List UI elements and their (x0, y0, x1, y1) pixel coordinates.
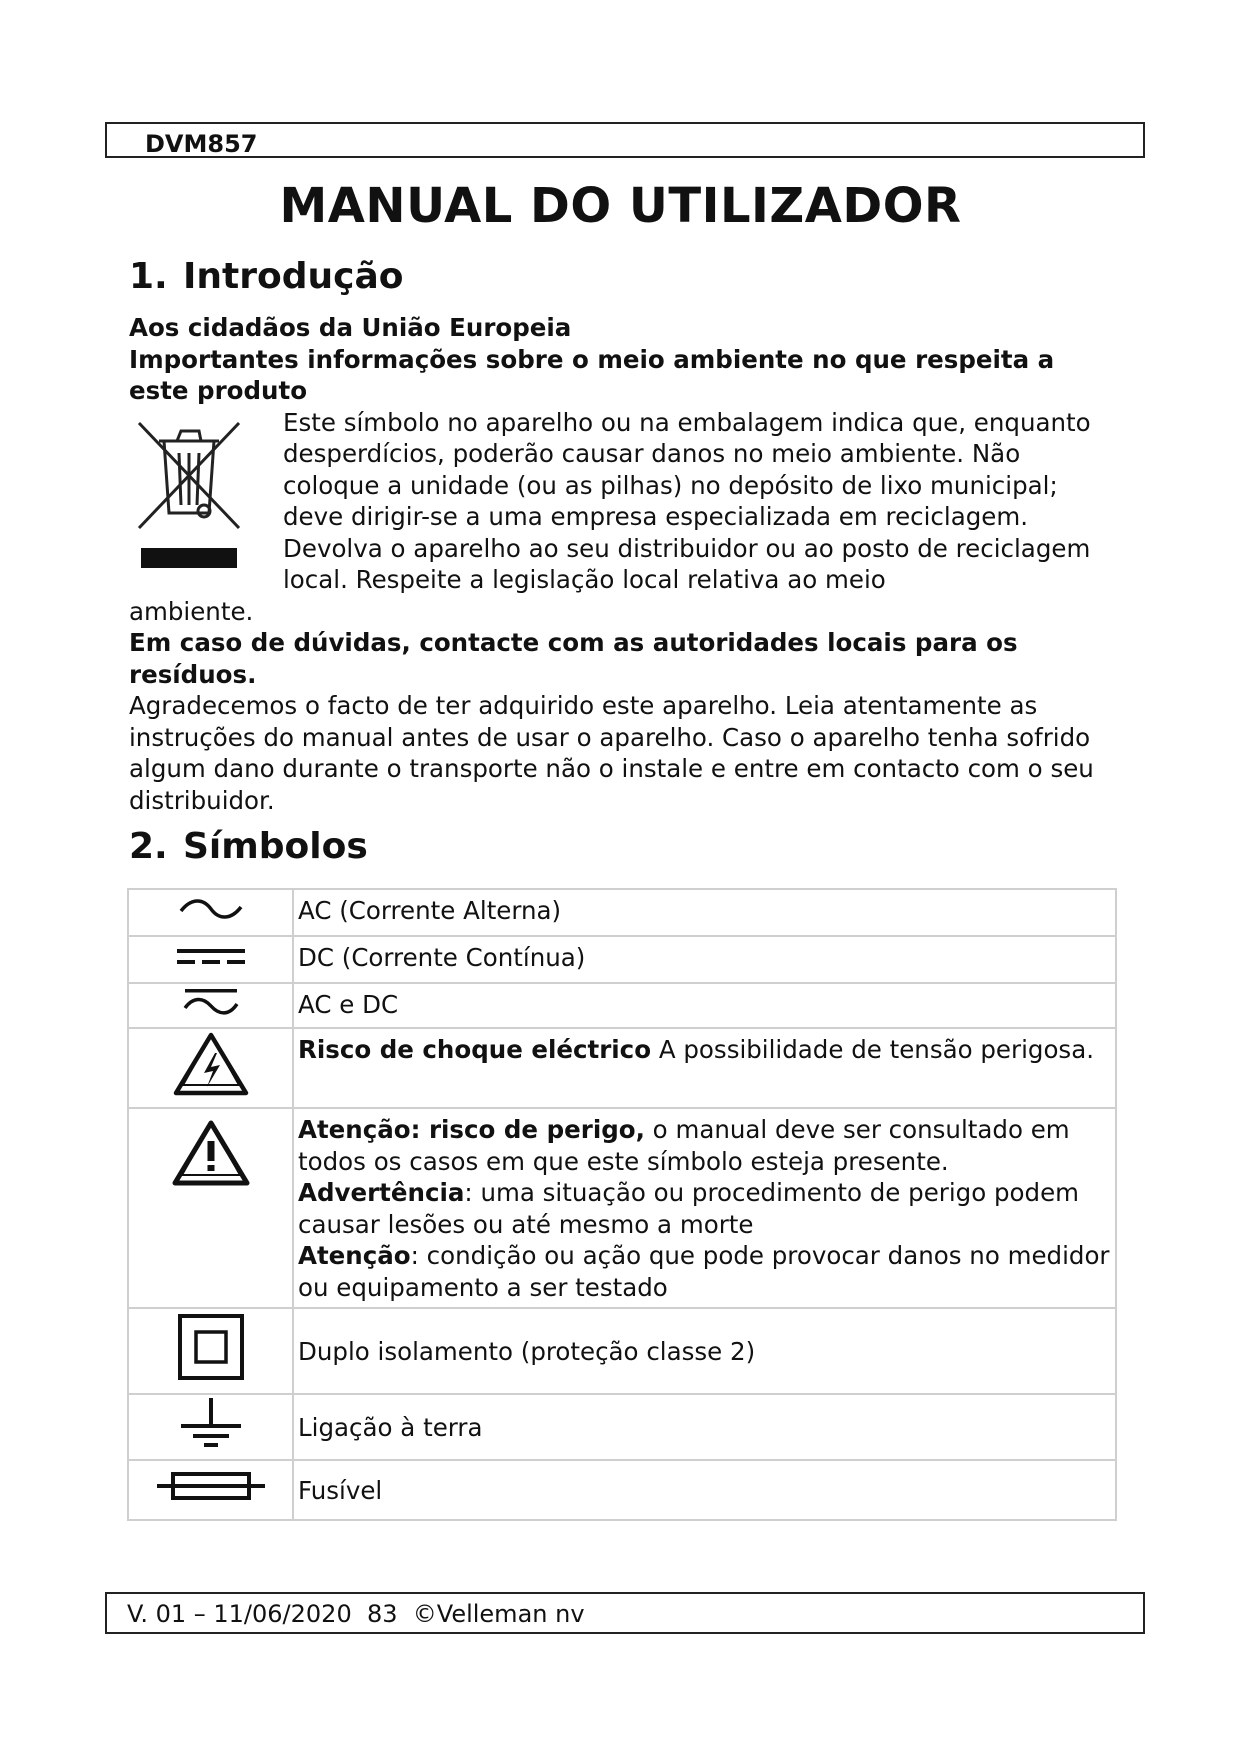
eu-title: Aos cidadãos da União Europeia (129, 313, 572, 342)
weee-text-end: ambiente. (129, 596, 254, 626)
doubts-note: Em caso de dúvidas, contacte com as autoridades locais para os resíduos. (129, 628, 1018, 689)
footer-text: V. 01 – 11/06/2020 83 ©Velleman nv (127, 1600, 585, 1628)
ac-icon (128, 889, 293, 936)
table-row (128, 983, 1116, 1028)
symbol-description: Duplo isolamento (proteção classe 2) (293, 1308, 1116, 1394)
weee-bin-icon (129, 407, 283, 596)
section-1-number: 1. (129, 256, 168, 297)
thanks-text: Agradecemos o facto de ter adquirido este aparelho. Leia atentamente as instruções do manual antes de usar o aparelho. Caso o aparelho tenha sofrido algum dano durante o transporte não o instale e entre em contacto com o seu distribuidor. (129, 691, 1094, 815)
table-row (128, 1028, 1116, 1108)
page-title: MANUAL DO UTILIZADOR (279, 178, 962, 234)
table-row (128, 1108, 1116, 1308)
dc-icon (128, 936, 293, 983)
section-1-heading (129, 256, 403, 297)
footer-box (105, 1592, 1145, 1634)
section-1-title: Introdução (183, 256, 404, 297)
symbol-bold-label: Risco de choque eléctrico (298, 1035, 652, 1064)
ac-dc-icon (128, 983, 293, 1028)
table-row (128, 936, 1116, 983)
ground-icon (128, 1394, 293, 1460)
symbol-description: AC e DC (293, 983, 1116, 1028)
env-title: Importantes informações sobre o meio ambiente no que respeita a este produto (129, 344, 1055, 405)
model-name: DVM857 (145, 130, 258, 158)
symbols-table (127, 888, 1117, 1521)
section-2-title: Símbolos (183, 826, 368, 867)
section-2-heading (129, 826, 368, 867)
double-insulation-icon (128, 1308, 293, 1394)
weee-text: Este símbolo no aparelho ou na embalagem indica que, enquanto desperdícios, poderão causar danos no meio ambiente. Não coloque a unidade (ou as pilhas) no depósito de lixo municipal; deve dirigir-se a uma empresa especializada em reciclagem. Devolva o aparelho ao seu distribuidor ou ao posto de reciclagem local. Respeite a legislação local relativa ao meio (283, 407, 1091, 594)
shock-warning-icon (128, 1028, 293, 1108)
section-2-number: 2. (129, 826, 168, 867)
symbol-description: DC (Corrente Contínua) (293, 936, 1116, 983)
weee-block (129, 407, 1109, 596)
header-box (105, 122, 1145, 158)
caution-icon (128, 1108, 293, 1308)
symbol-description: Ligação à terra (293, 1394, 1116, 1460)
table-row (128, 1460, 1116, 1520)
intro-text (129, 312, 1109, 816)
fuse-icon (128, 1460, 293, 1520)
table-row (128, 1308, 1116, 1394)
table-row (128, 1394, 1116, 1460)
table-row (128, 889, 1116, 936)
symbol-description: Risco de choque eléctrico A possibilidade de tensão perigosa. (293, 1028, 1116, 1108)
symbol-description: AC (Corrente Alterna) (293, 889, 1116, 936)
symbol-description: Atenção: risco de perigo, o manual deve ser consultado em todos os casos em que este símbolo esteja presente. Advertência: uma situação ou procedimento de perigo podem causar lesões ou até mesmo a morte Atenção: condição ou ação que pode provocar danos no medidor ou equipamento a ser testado (293, 1108, 1116, 1308)
symbol-description: Fusível (293, 1460, 1116, 1520)
